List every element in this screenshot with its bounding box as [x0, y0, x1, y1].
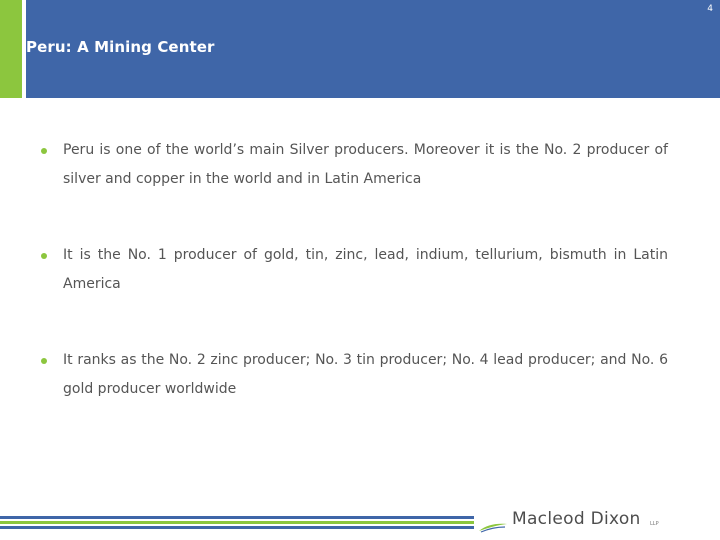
logo-suffix: LLP: [650, 521, 659, 527]
company-logo: [478, 503, 720, 537]
bullet-list: [40, 136, 668, 404]
bullet-text: It is the No. 1 producer of gold, tin, zinc, lead, indium, tellurium, bismuth in Latin America: [63, 247, 668, 292]
swoosh-icon: [478, 521, 508, 533]
logo-name: Macleod Dixon: [512, 509, 641, 529]
bullet-dot-icon: [41, 358, 47, 364]
left-accent-stripe: [0, 0, 22, 98]
slide-title: Peru: A Mining Center: [26, 38, 215, 56]
page-number: 4: [707, 4, 713, 14]
bullet-item: [40, 136, 668, 194]
bullet-text: Peru is one of the world’s main Silver producers. Moreover it is the No. 2 producer of silver and copper in the world and in Latin America: [63, 142, 668, 187]
bullet-dot-icon: [41, 148, 47, 154]
bullet-text: It ranks as the No. 2 zinc producer; No. 3 tin producer; No. 4 lead producer; and No. 6 gold producer worldwide: [63, 352, 668, 397]
bullet-item: [40, 346, 668, 404]
bullet-dot-icon: [41, 253, 47, 259]
footer-rule-blue-bottom: [0, 526, 474, 529]
bullet-item: [40, 241, 668, 299]
footer-rule-green: [0, 521, 474, 524]
footer-rule-blue-top: [0, 516, 474, 519]
